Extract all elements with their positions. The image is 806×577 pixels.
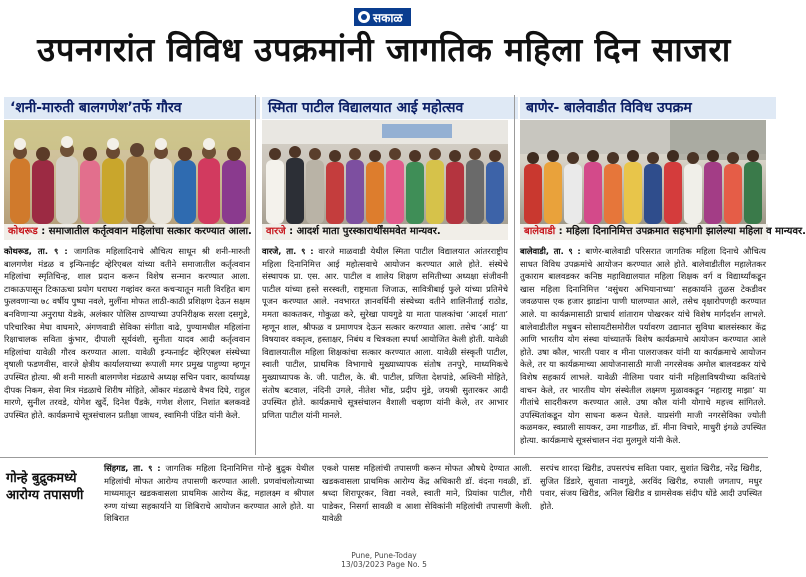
story3-caption-text: : महिला दिनानिमित्त उपक्रमात सहभागी झालेल्या महिला व मान्यवर.: [555, 226, 806, 237]
story3-body-text: बाणेर-बालेवाडी परिसरात जागतिक महिला दिनाचे औचित्य साधत विविध उपक्रमांचे आयोजन करण्यात आले होते. बालेवाडीतील महालेतकर तुकाराम बालवडकर कनिष्ठ महाविद्यालयात महिला शिक्षक वर्ग व विद्यार्थ्यांकडून खास महिला दिनानिमित्त ‘वसुंधरा अभियानाच्या’ सहकार्याने तुळस टेकडीवर जवळपास एक हजार झाडांना पाणी घालण्यात आले, तसेच वृक्षारोपणही करण्यात आले. या कार्यक्रमासाठी प्राचार्य शांताराम पोखरकर यांचे विशेष मार्गदर्शन लाभले. बालेवाडीतील मधुबन सोसायटीसमोरील पर्यावरण उद्यानात सुविधा बालसंस्कार केंद्र आणि भारतीय योग संस्था यांच्यातर्फे विशेष कार्यक्रमाचे आयोजन करण्यात आले होते. उषा कौल, भारती पवार व मीना पालराजकर यांनी या कार्यक्रमाचे आयोजन केले, तर या कार्यक्रमाच्या आयोजनासाठी माजी नगरसेवक अमोल बालवडकर यांचे विशेष सहकार्य लाभले. यावेळी नीलिमा पवार यांनी महिलाविषयीच्या कवितांचे वाचन केले, तर भारतीय योग संस्थेतील लक्ष्मण मुळावकडून ‘महाराष्ट्र माझा’ या गीतांचे सादरीकरण करण्यात आले. उषा कौल यांनी योगाचे महत्त्व सांगितले. उपस्थितांकडून योग साधना करून घेतले. याप्रसंगी माजी नगरसेविका ज्योती कळमकर, स्वप्नाली सायकर, उमा गाडगीळ, डॉ. मीना विचारे, माधुरी इंगळे उपस्थित होत्या. कार्यक्रमाचे सूत्रसंचालन नंदा मुलमुले यांनी केले.: [520, 246, 766, 445]
story4-title: गोन्हे बुद्रुकमध्ये आरोग्य तपासणी: [6, 471, 84, 503]
group-photo-ideal-mothers: [262, 120, 508, 224]
story1-title: ‘शनी-मारुती बालगणेश’तर्फे गौरव: [4, 97, 260, 119]
story4-col3: [540, 462, 762, 540]
story1-body-text: जागतिक महिलादिनाचे औचित्य साधून श्री शनी-मारुती बालगणेश मंडळ व इन्फिनाईट व्हेरिएबल यांच्या वतीने समाजातील कर्तृत्ववान महिलांचा स्मृतिचिन्ह, शाल प्रदान करून विशेष सन्मान करण्यात आला. टाकाऊपासून टिकाऊचा प्रयोग घराघरा गव्हांवर करत कचऱ्यातून माती विरहित बाग फुलवणाऱ्या ७८ वर्षीय पुष्पा नवले, मुलींना मोफत लाठी-काठी प्रशिक्षण देऊन सक्षम बनविणाऱ्या अनुराधा येडके, अलंकार पोलिस ठाण्याच्या उपनिरीक्षक सरला दसगुडे, परिचारिका मेघा वाघमारे, अंगणवाडी सेविका संगीता वाढे, पुण्यामधील महिलांना रिक्षाचालक सविता कुंभार, दीपाली सूर्यवंशी, सुनीता यादव आदी कर्तृत्ववान महिलांचा यावेळी गौरव करण्यात आला. यावेळी इन्फनाईट व्हेरिएबल संस्थेच्या वृषाली फडणवीस, वारजे क्षेत्रीय कार्यालयाच्या रूपाली मगर प्रमुख पाहुण्या म्हणून उपस्थित होत्या. श्री शनी मारुती बालगणेश मंडळाचे अध्यक्ष सचिन पवार, कार्याध्यक्ष दीपक निकम, सेवा मित्र मंडळाचे शिरीष मोहिते, ओंकार मंडळाचे वैभव दिघे, राहुल मारणे, सुनील तरवडे, योगेश खुर्दे, दिनेश पैंडके, गणेश शेलार, निशांत बलकवडे उपस्थित होते. कार्यक्रमाचे सूत्रसंचालन प्रतीक्षा जाधव, स्वामिनी पंडित यांनी केले.: [4, 246, 250, 420]
story2-body-text: वारजे माळवाडी येथील स्मिता पाटील विद्यालयात आंतरराष्ट्रीय महिला दिनानिमित्त आई महोत्सवाचे आयोजन करण्यात आले होते. संस्थेचे संस्थापक प्रा. एस. आर. पाटील व शालेय शिक्षण समितीच्या अध्यक्षा संजीवनी पाटील यांच्या हस्ते सरस्वती, राष्ट्रमाता जिजाऊ, सावित्रीबाई फुले यांच्या प्रतिमेचे पूजन करण्यात आले. नवभारत ज्ञानवर्धिनी संस्थेच्या वतीने शालिनीताई राठोड, ममता काकतकर, गोकुळा करे, सुरेखा पायगुडे या माता पालकांचा ‘आदर्श माता’ म्हणून शाल, श्रीफळ व प्रमाणपत्र देऊन सत्कार करण्यात आला. तसेच ‘आई’ या विषयावर वक्तृत्व, हस्ताक्षर, निबंध व चित्रकला स्पर्धा आयोजित केली होती. यावेळी विद्यालयातील महिला शिक्षकांचा सत्कार करण्यात आला. यावेळी संस्कृती पाटील, स्वाती पाटील, प्राथमिक विभागाचे मुख्याध्यापक संतोष तनपुरे, माध्यमिकचे मुख्याध्यापक के. जी. पाटील, के. बी. पाटील, प्रणिता देशपांडे, अश्विनी मोहिते, संतोष बटवाल, नंदिनी उगले, नीतेश भोंड, प्रदीप मुंडे, जयश्री सुतारकर आदी उपस्थित होते. कार्यक्रमाचे सूत्रसंचालन वैशाली चव्हाण यांनी केले, तर आभार प्रणिता पाटील यांनी मानले.: [262, 246, 508, 420]
story2-title: स्मिता पाटील विद्यालयात आई महोत्सव: [262, 97, 518, 119]
story1-caption-text: : समाजातील कर्तृत्ववान महिलांचा सत्कार करण्यात आला.: [37, 226, 252, 237]
story4-dateline: सिंहगड, ता. ९ :: [104, 463, 166, 473]
section-divider: [0, 457, 768, 458]
group-photo-women-honoured: [4, 120, 250, 224]
column-divider: [255, 95, 256, 455]
story2-body: [262, 245, 508, 451]
story2-dateline: वारजे, ता. ९ :: [262, 246, 319, 256]
story1-caption-tag: कोथरूड: [8, 226, 38, 237]
story4-col1-text: जागतिक महिला दिनानिमित्त गोन्हे बुद्रुक येथील महिलांची मोफत आरोग्य तपासणी करण्यात आली. प्रणवांचलोत्याच्या माध्यमातून खडकवासला प्राथमिक आरोग्य केंद्र, महालक्ष्म व श्रीपाल रुग्ण यांच्या सहकार्याने या शिबिराचे आयोजन करण्यात आले होते. या शिबिरात: [104, 463, 314, 524]
page-headline: उपनगरांत विविध उपक्रमांनी जागतिक महिला दिन साजरा: [37, 30, 731, 69]
story3-caption: [520, 224, 806, 240]
story3-dateline: बालेवाडी, ता. ९ :: [520, 246, 586, 256]
footer-date-page: 13/03/2023 Page No. 5: [341, 560, 427, 569]
story1-dateline: कोथरूड, ता. ९ :: [4, 246, 74, 256]
logo-emblem-icon: [358, 11, 370, 23]
story4-col1: [104, 462, 314, 540]
story4-col2: [322, 462, 532, 540]
story1-caption: [4, 224, 250, 240]
story4-col3-text: सरपंच शारदा खिरीड, उपसरपंच सविता पवार, सुशांत खिरीड, नरेंद्र खिरीड, सुजित डिंडारे, सुवाता नावगुडे, अरविंद खिरीड, रुपाली जगताप, मधुर पवार, संजय खिरीड, अनिल खिरीड व ग्रामसेवक संदीप धोंडे आदी उपस्थित होते.: [540, 463, 762, 511]
column-divider: [514, 95, 515, 455]
story1-body: [4, 245, 250, 451]
logo-text: सकाळ: [373, 10, 403, 25]
story3-caption-tag: बालेवाडी: [524, 226, 556, 237]
page-footer: [0, 551, 768, 569]
newspaper-logo: [354, 8, 411, 26]
story3-photo: [520, 120, 766, 224]
footer-edition: Pune, Pune-Today: [351, 551, 417, 560]
story2-caption-text: : आदर्श माता पुरस्कारार्थींसमवेत मान्यवर.: [285, 226, 441, 237]
group-photo-women-event: [520, 120, 766, 224]
story1-photo: [4, 120, 250, 224]
story4-col2-text: एकशे पासष्ट महिलांची तपासणी करून मोफत औषधे देण्यात आली. खडकवासला प्राथमिक आरोग्य केंद्र अधिकारी डॉ. वंदना गवळी, डॉ. श्रध्दा शिरापूरकर, विद्या नवले, स्वाती माने, प्रियांका पाटील, गौरी पाडेकर, निसर्गा सावळी व आशा सेविकांनी महिलांची तपासणी केली. यावेळी: [322, 463, 532, 524]
story3-title: बाणेर- बालेवाडीत विविध उपक्रम: [520, 97, 776, 119]
story3-body: [520, 245, 766, 451]
story2-caption-tag: वारजे: [266, 226, 286, 237]
story2-caption: [262, 224, 508, 240]
story2-photo: [262, 120, 508, 224]
